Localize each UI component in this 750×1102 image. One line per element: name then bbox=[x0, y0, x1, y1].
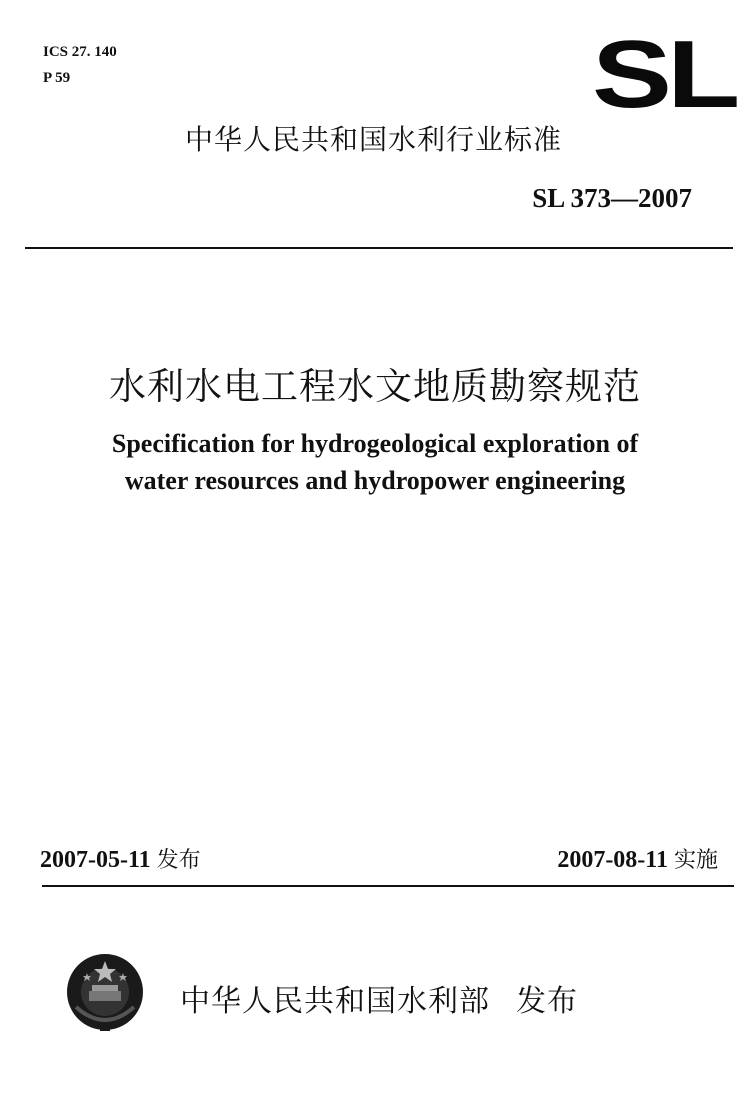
industry-standard-label: 中华人民共和国水利行业标准 bbox=[185, 123, 563, 156]
issue-label: 发布 bbox=[156, 848, 201, 873]
standard-code: SL 373—2007 bbox=[532, 183, 692, 213]
footer-divider bbox=[42, 885, 734, 887]
implement-date: 2007-08-11 bbox=[557, 847, 668, 873]
issue-date: 2007-05-11 bbox=[40, 847, 151, 873]
national-emblem-icon bbox=[62, 947, 148, 1033]
title-english-line2: water resources and hydropower engineering bbox=[124, 466, 626, 495]
classification-code: P 59 bbox=[43, 70, 71, 86]
publish-label: 发布 bbox=[516, 984, 578, 1019]
title-english-line1: Specification for hydrogeological exploration of bbox=[111, 429, 639, 458]
sl-logo: SL bbox=[592, 21, 736, 128]
implement-label: 实施 bbox=[673, 848, 718, 873]
title-chinese: 水利水电工程水文地质勘察规范 bbox=[109, 365, 641, 408]
implement-date-block bbox=[557, 843, 718, 874]
publisher-line bbox=[180, 976, 578, 1020]
header-divider bbox=[25, 247, 733, 249]
publisher-name: 中华人民共和国水利部 bbox=[180, 984, 490, 1019]
ics-code: ICS 27. 140 bbox=[43, 44, 117, 60]
issue-date-block bbox=[40, 843, 201, 874]
